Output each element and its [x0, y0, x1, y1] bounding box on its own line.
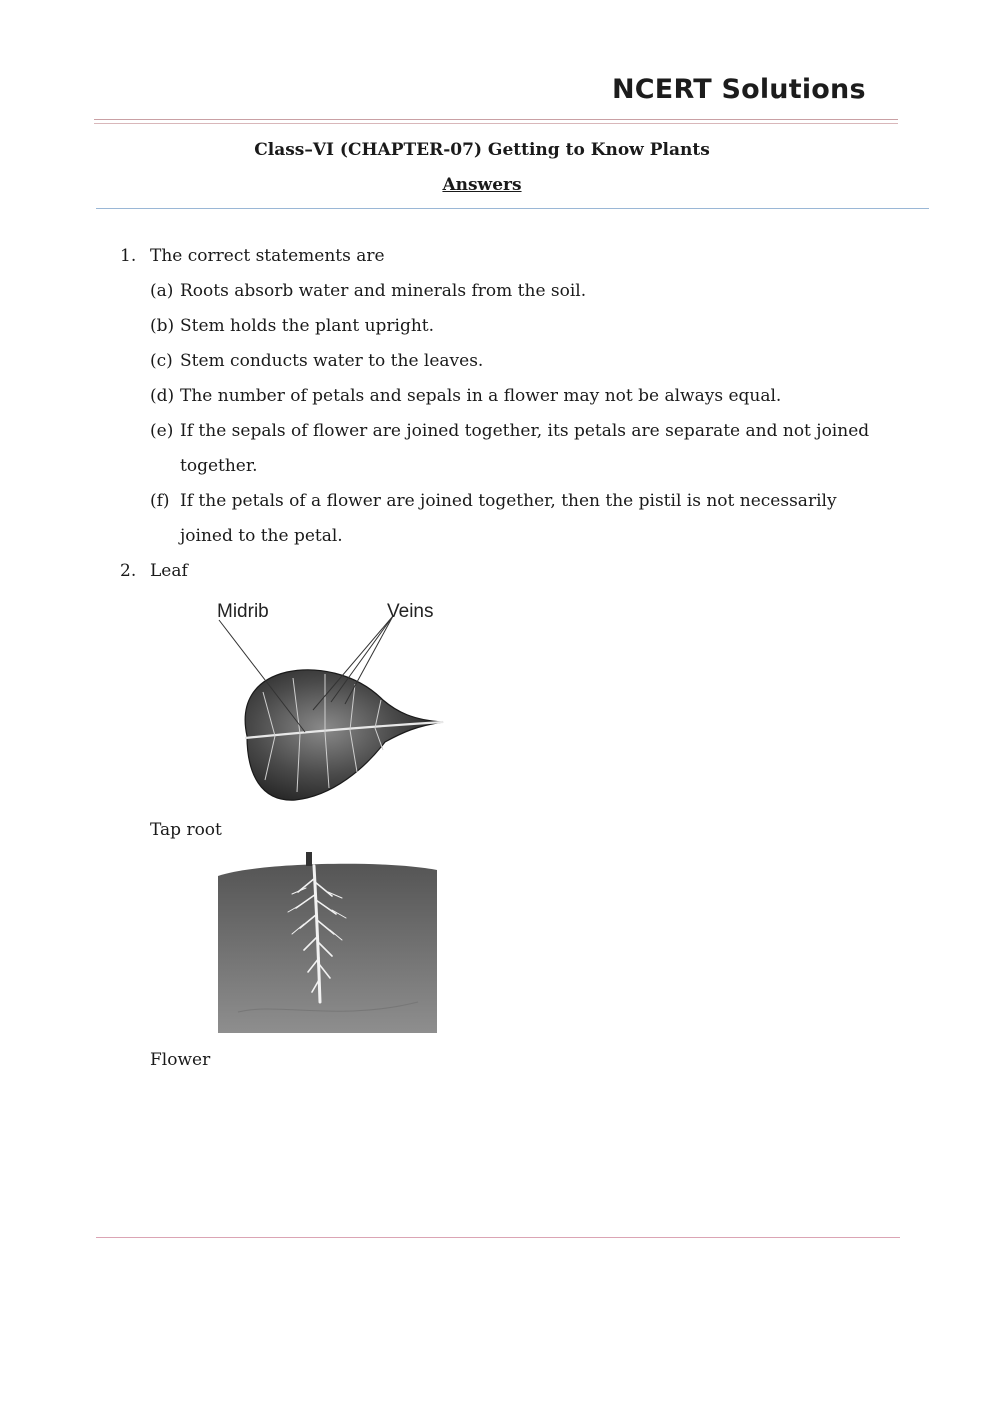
statement-f-continued: joined to the petal. — [180, 526, 343, 546]
midrib-label: Midrib — [217, 601, 269, 622]
title-divider — [96, 208, 929, 209]
answers-heading: Answers — [442, 175, 522, 195]
statement-label-f: (f) — [150, 491, 170, 511]
statement-a: Roots absorb water and minerals from the soil. — [180, 281, 587, 301]
question-number-2: 2. — [120, 561, 137, 581]
leaf-heading: Leaf — [150, 561, 188, 581]
statement-d: The number of petals and sepals in a flower may not be always equal. — [180, 386, 782, 406]
veins-label: Veins — [387, 601, 434, 622]
statement-e-continued: together. — [180, 456, 258, 476]
tap-root-image — [218, 852, 437, 1033]
statement-f: If the petals of a flower are joined together, then the pistil is not necessarily — [180, 491, 837, 511]
statement-e: If the sepals of flower are joined together, its petals are separate and not joined — [180, 421, 870, 441]
tap-root-heading: Tap root — [150, 820, 222, 840]
ncert-solutions-brand: NCERT Solutions — [612, 74, 866, 105]
plant-stem — [306, 852, 312, 866]
header-rule-secondary — [94, 123, 898, 124]
header-rule — [94, 119, 898, 120]
statement-label-e: (e) — [150, 421, 174, 441]
chapter-title: Class–VI (CHAPTER-07) Getting to Know Plants — [254, 140, 710, 160]
question-number-1: 1. — [120, 246, 137, 266]
statement-label-d: (d) — [150, 386, 175, 406]
soil-area — [218, 864, 437, 1033]
footer-rule — [96, 1237, 900, 1238]
statement-b: Stem holds the plant upright. — [180, 316, 435, 336]
statement-label-b: (b) — [150, 316, 175, 336]
statement-label-a: (a) — [150, 281, 174, 301]
question-1-intro: The correct statements are — [150, 246, 385, 266]
leaf-diagram — [205, 592, 455, 810]
statement-label-c: (c) — [150, 351, 173, 371]
statement-c: Stem conducts water to the leaves. — [180, 351, 484, 371]
flower-heading: Flower — [150, 1050, 211, 1070]
